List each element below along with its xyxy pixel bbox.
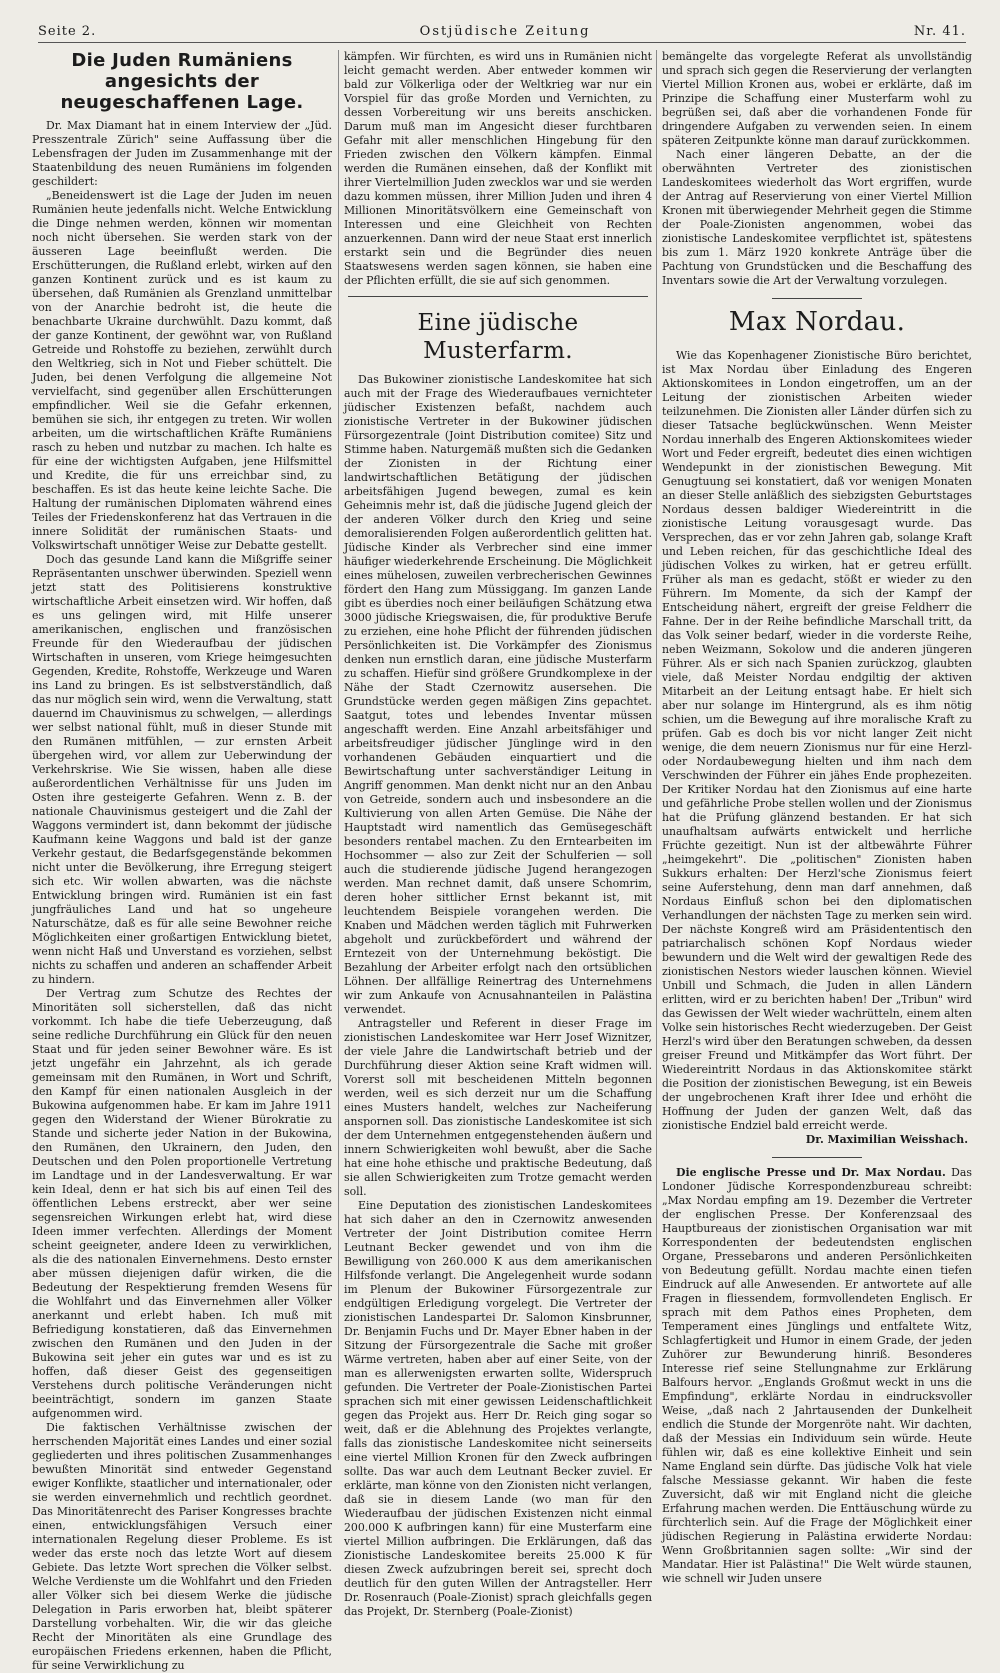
article-text: Das Londoner Jüdische Korrespondenzbureau schreibt: „Max Nordau empfing am 19. Dezember die Vertreter der englischen Presse. Der Konferenzsaal des Hauptbureaus der zionistischen Organisation war mit Korrespondenten der bedeutendsten englischen Organe, Pressebarons und anderen Persönlichkeiten von Bedeutung gefüllt. Nordau machte einen tiefen Eindruck auf alle Anwesenden. Er antwortete auf alle Fragen in fliessendem, formvollendeten Englisch. Er sprach mit dem Pathos eines Propheten, dem Temperament eines Jünglings und entfaltete Witz, Schlagfertigkeit und Humor in einem Grade, der jeden Zuhörer zur Bewunderung hinriß. Besonderes Interesse rief seine Stellungnahme zur Erklärung Balfours hervor. „Englands Großmut weckt in uns die Empfindung", erklärte Nordau in eindrucksvoller Weise, „daß nach 2 Jahrtausenden der Dunkelheit endlich die Stunde der Morgenröte naht. Wir dachten, daß der Messias ein Individuum sein würde. Heute fühlen wir, daß es eine kollektive Einheit und sein Name England sein dürfte. Das jüdische Volk hat viele falsche Messiasse gekannt. Wir haben die feste Zuversicht, daß wir mit England nicht die gleiche Erfahrung machen werden. Die Enttäuschung würde zu fürchterlich sein. Auf die Frage der Möglichkeit einer jüdischen Regierung in Palästina erwiderte Nordau: Wenn Großbritannien sagen sollte: „Wir sind der Mandatar. Hier ist Palästina!" Die Welt würde staunen, wie schnell wir Juden unsere [662, 1166, 972, 1585]
column-3 [662, 50, 972, 1585]
article-paragraph: kämpfen. Wir fürchten, es wird uns in Rumänien nicht leicht gemacht werden. Aber entweder kommen wir bald zur Völkerliga oder der Weltkrieg war nur ein Vorspiel für das große Morden und Vernichten, zu dessen Vorbereitung wir uns bereits anschicken. Darum muß man im Angesicht dieser furchtbaren Gefahr mit aller menschlichen Hingebung für den Frieden zwischen den Völkern kämpfen. Einmal werden die Rumänen einsehen, daß der Konflikt mit ihrer Viertelmillion Juden zwecklos war und sie werden dazu kommen müssen, ihrer Million Juden und ihren 4 Millionen Minoritätsvölkern eine Gemeinschaft von Interessen und eine Gleichheit von Rechten anzuerkennen. Dann wird der neue Staat erst innerlich erstarkt sein und die Begründer dies neuen Staatswesens werden sagen können, sie haben eine der Pflichten erfüllt, die sie auf sich genommen. [344, 50, 652, 287]
article-paragraph [662, 1166, 972, 1586]
article-divider [348, 296, 648, 297]
article-paragraph: Die faktischen Verhältnisse zwischen der herrschenden Majorität eines Landes und einer sozial gegliederten und ihres politischen Zusammenhanges bewußten Minorität sind entweder Gegenstand ewiger Konflikte, staatlicher und internationaler, oder sie werden einvernehmlich und rechtlich geordnet. Das Minoritätenrecht des Pariser Kongresses brachte einen, entwicklungsfähigen Versuch einer internationalen Regelung dieser Probleme. Es ist weder das erste noch das letzte Wort auf diesem Gebiete. Das letzte Wort sprechen die Völker selbst. Welche Verdienste um die Wohlfahrt und den Frieden aller Völker sich bei diesem Werke die jüdische Delegation in Paris erworben hat, bleibt späterer Darstellung vorbehalten. Wir, die wir das gleiche Recht der Minoritäten als eine Grundlage des europäischen Friedens erkennen, haben die Pflicht, für seine Verwirklichung zu [32, 1421, 332, 1672]
article-paragraph: Antragsteller und Referent in dieser Frage im zionistischen Landeskomitee war Herr Josef Wiznitzer, der viele Jahre die Landwirtschaft betrieb und der Durchführung dieser Aktion seine Kraft widmen will. Vorerst soll mit bescheidenen Mitteln begonnen werden, weil es sich derzeit nur um die Schaffung eines Musters handelt, welches zur Nacheiferung anspornen soll. Das zionistische Landeskomitee ist sich der dem Unternehmen entgegenstehenden äußern und innern Schwierigkeiten wohl bewußt, aber die Sache hat eine hohe ethische und praktische Bedeutung, daß sie allen Schwierigkeiten zum Trotze gemacht werden soll. [344, 1017, 652, 1198]
author-signature: Dr. Maximilian Weisshach. [805, 1133, 968, 1146]
article-paragraph: bemängelte das vorgelegte Referat als unvollständig und sprach sich gegen die Reservierung der verlangten Viertel Million Kronen aus, wobei er erklärte, daß im Prinzipe die Schaffung einer Musterfarm wohl zu begrüßen sei, daß aber die vorhandenen Fonde für dringendere Aufgaben zu verwenden seien. In einem späteren Zeitpunkte könne man darauf zurückkommen. [662, 50, 972, 147]
article-paragraph: Das Bukowiner zionistische Landeskomitee hat sich auch mit der Frage des Wiederaufbaues vernichteter jüdischer Existenzen befaßt, nachdem auch zionistische Vertreter in der Bukowiner jüdischen Fürsorgezentrale (Joint Distribution comitee) Sitz und Stimme haben. Naturgemäß mußten sich die Gedanken der Zionisten in der Richtung einer landwirtschaftlichen Betätigung der jüdischen arbeitsfähigen Jugend bewegen, zumal es kein Geheimnis mehr ist, daß die jüdische Jugend gleich der der anderen Völker durch den Krieg und seine demoralisierenden Folgen außerordentlich gelitten hat. Jüdische Kinder als Verbrecher sind eine immer häufiger wiederkehrende Erscheinung. Die Möglichkeit eines mühelosen, zuweilen verbrecherischen Gewinnes fördert den Hang zum Müssiggang. Im ganzen Lande gibt es überdies noch einer beiläufigen Schätzung etwa 3000 jüdische Kriegswaisen, die, für produktive Berufe zu erziehen, eine hohe Pflicht der führenden jüdischen Persönlichkeiten ist. Die Vorkämpfer des Zionismus denken nun ernstlich daran, eine jüdische Musterfarm zu schaffen. Hiefür sind größere Grundkomplexe in der Nähe der Stadt Czernowitz ausersehen. Die Grundstücke werden gegen mäßigen Zins gepachtet. Saatgut, totes und lebendes Inventar müssen angeschafft werden. Eine Anzahl arbeitsfähiger und arbeitsfreudiger jüdischer Jünglinge wird in den vorhandenen Gebäuden einquartiert und die Bewirtschaftung unter sachverständiger Leitung in Angriff genommen. Man denkt nicht nur an den Anbau von Getreide, sondern auch und insbesondere an die Kultivierung von allen Arten Gemüse. Die Nähe der Hauptstadt wird namentlich das Gemüsegeschäft besonders rentabel machen. Zu den Erntearbeiten im Hochsommer — also zur Zeit der Schulferien — soll auch die studierende jüdische Jugend herangezogen werden. Man rechnet damit, daß unsere Schomrim, deren hoher sittlicher Ernst bekannt ist, mit leuchtendem Beispiele vorangehen werden. Die Knaben und Mädchen werden täglich mit Fuhrwerken abgeholt und zurückbefördert und während der Erntezeit von der Unternehmung beköstigt. Die Bezahlung der Arbeiter erfolgt nach den ortsüblichen Löhnen. Der allfällige Reinertrag des Unternehmens wir zum Ankaufe von Acnusahnanteilen in Palästina verwendet. [344, 373, 652, 1016]
article-paragraph: Dr. Max Diamant hat in einem Interview der „Jüd. Presszentrale Zürich" seine Auffassung über die Lebensfragen der Juden im Zusammenhange mit der Staatenbildung des neuen Rumäniens im folgenden geschildert: [32, 119, 332, 188]
headline-juden-rumaeniens: Die Juden Rumäniens angesichts der neugeschaffenen Lage. [60, 50, 304, 113]
column-1 [32, 50, 332, 1672]
page-number: Seite 2. [38, 23, 97, 39]
lead-in: Die englische Presse und Dr. Max Nordau. [676, 1166, 946, 1179]
issue-number: Nr. 41. [913, 23, 966, 39]
article-paragraph: Nach einer längeren Debatte, an der die oberwähnten Vertreter des zionistischen Landeskomitees wiederholt das Wort ergriffen, wurde der Antrag auf Reservierung von einer Viertel Million Kronen mit überwiegender Mehrheit gegen die Stimme der Poale-Zionisten angenommen, wobei das zionistische Landeskomitee verpflichtet ist, spätestens bis zum 1. März 1920 konkrete Anträge über die Pachtung von Grundstücken und die Beschaffung des Inventars sowie die Art der Verwaltung vorzulegen. [662, 148, 972, 287]
column-2 [344, 50, 652, 1618]
article-divider [772, 298, 862, 299]
newspaper-title: Ostjüdische Zeitung [419, 23, 591, 39]
column-rule [656, 50, 657, 1460]
article-paragraph: Wie das Kopenhagener Zionistische Büro berichtet, ist Max Nordau über Einladung des Engeren Aktionskomitees in London eingetroffen, um an der Leitung der zionistischen Arbeiten wieder teilzunehmen. Die Zionisten aller Länder dürfen sich zu dieser Tatsache beglückwünschen. Wenn Meister Nordau innerhalb des Engeren Aktionskomitees wieder Wort und Feder ergreift, bedeutet dies einen wichtigen Wendepunkt in der zionistischen Bewegung. Mit Genugtuung sei konstatiert, daß vor wenigen Monaten an dieser Stelle anläßlich des siebzigsten Geburtstages Nordaus dessen baldiger Wiedereintritt in die zionistische Leitung vorausgesagt wurde. Das Versprechen, das er vor zehn Jahren gab, solange Kraft und Leben reichen, für das geschichtliche Ideal des jüdischen Volkes zu wirken, hat er getreu erfüllt. Früher als man es gedacht, stößt er wieder zu den Führern. Im Momente, da sich der Kampf der Entscheidung nähert, ergreift der greise Feldherr die Fahne. Der in der Reihe befindliche Marschall tritt, da das Volk seiner bedarf, wieder in die vorderste Reihe, neben Weizmann, Sokolow und die anderen jüngeren Führer. Als er sich nach Spanien zurückzog, glaubten viele, daß Meister Nordau endgiltig der aktiven Mitarbeit an der Leitung entsagt habe. Er hielt sich aber nur solange im Hintergrund, als es ihm nötig schien, um die Bewegung auf ihre moralische Kraft zu prüfen. Gab es doch bis vor nicht langer Zeit nicht wenige, die dem neuern Zionismus nur für eine Herzl- oder Nordaubewegung hielten und ihm nach dem Verschwinden der Führer ein jähes Ende prophezeiten. Der Kritiker Nordau hat den Zionismus auf eine harte und gefährliche Probe stellen wollen und der Zionismus hat die Prüfung glänzend bestanden. Er hat sich unaufhaltsam aufwärts entwickelt und herrliche Früchte gezeitigt. Nun ist der altbewährte Führer „heimgekehrt". Die „politischen" Zionisten haben Sukkurs erhalten: Der Herzl'sche Zionismus feiert seine Auferstehung, denn man darf annehmen, daß Nordaus Einfluß schon bei den diplomatischen Verhandlungen der nächsten Tage zu merken sein wird. Der nächste Kongreß wird am Präsidententisch den patriarchalisch schönen Kopf Nordaus wieder bewundern und die Welt wird der gewaltigen Rede des zionistischen Nestors wieder lauschen können. Wieviel Unbill und Schmach, die Juden in allen Ländern erlitten, wird er zu berichten haben! Der „Tribun" wird das Gewissen der Welt wieder wachrütteln, einem alten Volke sein historisches Recht wiederzugeben. Der Geist Herzl's wird über den Beratungen schweben, da dessen greiser Freund und Mitkämpfer das Wort führt. Der Wiedereintritt Nordaus in das Aktionskomitee stärkt die Position der zionistischen Bewegung, ist ein Beweis der ungebrochenen Kraft ihrer Idee und erhöht die Hoffnung der Juden der ganzen Welt, daß das zionistische Endziel bald erreicht werde. [662, 349, 972, 1132]
column-rule [338, 50, 339, 1460]
article-paragraph: Eine Deputation des zionistischen Landeskomitees hat sich daher an den in Czernowitz anwesenden Vertreter der Joint Distribution comitee Herrn Leutnant Becker gewendet und von ihm die Bewilligung von 260.000 K aus dem amerikanischen Hilfsfonde verlangt. Die Angelegenheit wurde sodann im Plenum der Bukowiner Fürsorgezentrale zur endgültigen Erledigung vorgelegt. Die Vertreter der zionistischen Landespartei Dr. Salomon Kinsbrunner, Dr. Benjamin Fuchs und Dr. Mayer Ebner haben in der Sitzung der Fürsorgezentrale die Sache mit großer Wärme vertreten, haben aber auf einer Seite, von der man es allerwenigsten erwarten sollte, Widerspruch gefunden. Die Vertreter der Poale-Zionistischen Partei sprachen sich mit einer gewissen Leidenschaftlichkeit gegen das Projekt aus. Herr Dr. Reich ging sogar so weit, daß er die Ablehnung des Projektes verlangte, falls das zionistische Landeskomitee nicht seinerseits eine viertel Million Kronen für den Zweck aufbringen sollte. Das war auch dem Leutnant Becker zuviel. Er erklärte, man könne von den Zionisten nicht verlangen, daß sie in diesem Lande (wo man für den Wiederaufbau der jüdischen Existenzen nicht einmal 200.000 K aufbringen kann) für eine Musterfarm eine viertel Million aufbringen. Die Erklärungen, daß das Zionistische Landeskomitee bereits 25.000 K für diesen Zweck aufzubringen bereit sei, sprecht doch deutlich für den guten Willen der Antragsteller. Herr Dr. Rosenrauch (Poale-Zionist) sprach gleichfalls gegen das Projekt, Dr. Sternberg (Poale-Zionist) [344, 1199, 652, 1618]
running-head [38, 20, 966, 43]
article-paragraph: „Beneidenswert ist die Lage der Juden im neuen Rumänien heute jedenfalls nicht. Welche Entwicklung die Dinge nehmen werden, können wir momentan noch nicht übersehen. Sie werden stark von der äusseren Lage beeinflußt werden. Die Erschütterungen, die Rußland erlebt, wirken auf den ganzen Kontinent zurück und es ist kaum zu übersehen, daß Rumänien als Grenzland unmittelbar von der Anarchie bedroht ist, die heute die benachbarte Ukraine durchwühlt. Dazu kommt, daß der ganze Kontinent, der gewöhnt war, von Rußland Getreide und Rohstoffe zu beziehen, zerwühlt durch den Weltkrieg, sich in Not und Fieber schüttelt. Die Juden, bei denen Verfolgung die allgemeine Not vervielfacht, sind gegenüber allen Erschütterungen empfindlicher. Weil sie die Gefahr erkennen, bemühen sie sich, ihr entgegen zu treten. Wir wollen arbeiten, um die wirtschaftlichen Kräfte Rumäniens rasch zu heben und nutzbar zu machen. Ich halte es für eine der wichtigsten Aufgaben, jene Hilfsmittel und Kredite, die für uns erreichbar sind, zu beschaffen. Es ist das heute keine leichte Sache. Die Haltung der rumänischen Diplomaten während eines Teiles der Friedenskonferenz hat das Vertrauen in die innere Solidität der rumänischen Staats- und Volkswirtschaft unnötiger Weise zur Debatte gestellt. [32, 189, 332, 552]
article-paragraph: Doch das gesunde Land kann die Mißgriffe seiner Repräsentanten unschwer überwinden. Speziell wenn jetzt statt des Politisierens konstruktive wirtschaftliche Arbeit einsetzen wird. Wir hoffen, daß es uns gelingen wird, mit Hilfe unserer amerikanischen, englischen und französischen Freunde für den Wiederaufbau der jüdischen Wirtschaften in unseren, vom Kriege heimgesuchten Gegenden, Kredite, Rohstoffe, Werkzeuge und Waren ins Land zu bringen. Es ist selbstverständlich, daß das nur möglich sein wird, wenn die Verwaltung, statt dauernd im Chauvinismus zu schwelgen, — allerdings wer selbst national fühlt, muß in dieser Stunde mit den Rumänen mitfühlen, — zur ernsten Arbeit übergehen wird, vor allem zur Ueberwindung der Verkehrskrise. Wie Sie wissen, haben alle diese außerordentlichen Verhältnisse für uns Juden im Osten ihre gesteigerte Gefahren. Wenn z. B. der nationale Chauvinismus gesteigert und die Zahl der Waggons vermindert ist, dann bekommt der jüdische Kaufmann keine Waggons und bald ist der ganze Verkehr gestaut, die Bedarfsgegenstände bekommen nicht unter die Bevölkerung, ihre Erregung steigert sich etc. Wir wollen abwarten, was die nächste Entwicklung bringen wird. Rumänien ist ein fast jungfräuliches Land und hat so ungeheure Naturschätze, daß es für alle seine Bewohner reiche Möglichkeiten einer großartigen Entwicklung bietet, wenn nicht Haß und Unverstand es vorziehen, selbst nichts zu schaffen und anderen an schaffender Arbeit zu hindern. [32, 553, 332, 986]
article-divider [772, 1157, 862, 1158]
headline-musterfarm: Eine jüdische Musterfarm. [417, 310, 579, 364]
article-paragraph: Der Vertrag zum Schutze des Rechtes der Minoritäten soll sicherstellen, daß das nicht vorkommt. Ich habe die tiefe Ueberzeugung, daß seine redliche Durchführung ein Glück für den neuen Staat und für jeden seiner Bewohner wäre. Es ist jetzt ungefähr ein Jahrzehnt, als ich gerade gemeinsam mit den Rumänen, in Wort und Schrift, den Kampf für einen nationalen Ausgleich in der Bukowina aufgenommen habe. Er kam im Jahre 1911 gegen den Widerstand der Wiener Bürokratie zu Stande und sicherte jeder Nation in der Bukowina, den Rumänen, den Ukrainern, den Juden, den Deutschen und den Polen proportionelle Vertretung im Landtage und in der Landesverwaltung. Er war kein Ideal, denn er hat sich bis auf einen Teil des öffentlichen Lebens erstreckt, aber wer seine segensreichen Wirkungen erlebt hat, wird diese Ideen immer verfechten. Allerdings der Moment scheint geeigneter, andere Ideen zu verwirklichen, als die des nationalen Einvernehmens. Desto ernster aber müssen diejenigen dafür wirken, die die Bedeutung der Respektierung fremden Wesens für die Wohlfahrt und das Einvernehmen aller Völker anerkannt und erlebt haben. Ich muß mit Befriedigung konstatieren, daß das Einvernehmen zwischen den Rumänen und den Juden in der Bukowina seit jeher ein gutes war und es ist zu hoffen, daß dieser Geist des gegenseitigen Verstehens durch politische Veränderungen nicht beeinträchtigt, sondern im ganzen Staate aufgenommen wird. [32, 987, 332, 1420]
headline-max-nordau: Max Nordau. [728, 307, 906, 337]
